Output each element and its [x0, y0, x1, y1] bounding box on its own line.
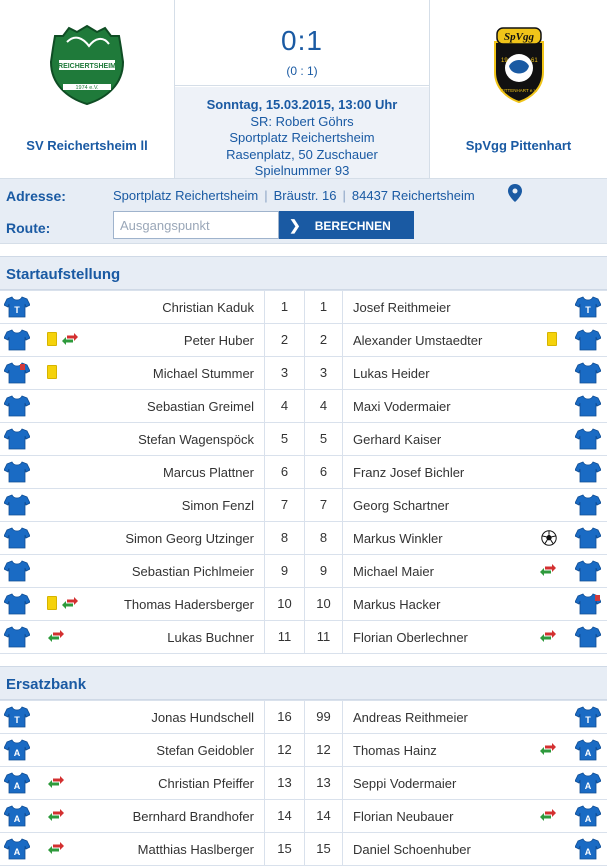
jersey-icon — [575, 461, 601, 483]
route-label: Route: — [6, 220, 51, 236]
jersey-icon — [4, 560, 30, 582]
away-player-number: 6 — [304, 456, 343, 488]
home-player-name[interactable]: Peter Huber — [183, 333, 254, 348]
home-player-number: 5 — [264, 423, 304, 455]
home-crest-year: 1974 e.V. — [75, 85, 99, 91]
referee: SR: Robert Göhrs — [250, 113, 354, 129]
away-crest-text: SpVgg — [503, 31, 534, 43]
jersey-letter: A — [13, 814, 21, 824]
home-player-name[interactable]: Christian Pfeiffer — [158, 776, 254, 791]
jersey-letter: A — [584, 847, 592, 857]
section-starting-lineup — [0, 256, 607, 290]
yellow-card-icon — [47, 332, 57, 346]
jersey-icon — [575, 527, 601, 549]
match-info-panel — [174, 0, 430, 178]
home-player-number: 10 — [264, 588, 304, 620]
substitution-icon — [47, 629, 65, 643]
home-event — [47, 775, 65, 792]
away-crest-bottom: PITTENHART e.V. — [500, 88, 537, 93]
substitution-icon — [61, 332, 79, 346]
home-player-number: 13 — [264, 767, 304, 799]
substitution-icon — [539, 629, 557, 643]
jersey-icon — [575, 428, 601, 450]
away-event — [539, 742, 557, 759]
home-player-number: 12 — [264, 734, 304, 766]
jersey-icon — [4, 626, 30, 648]
jersey-icon — [4, 772, 30, 794]
home-player-name[interactable]: Michael Stummer — [152, 366, 254, 381]
home-player-name[interactable]: Lukas Buchner — [167, 630, 254, 645]
jersey-icon — [4, 706, 30, 728]
venue: Sportplatz Reichertsheim — [229, 130, 375, 145]
calculate-route-label: BERECHNEN — [314, 218, 391, 233]
home-player-name[interactable]: Simon Fenzl — [181, 498, 254, 513]
yellow-card-icon — [547, 332, 557, 346]
jersey-letter: A — [584, 814, 592, 824]
lineup-row — [0, 423, 607, 456]
away-crest-icon — [489, 24, 549, 104]
home-player-name[interactable]: Sebastian Pichlmeier — [131, 564, 254, 579]
yellow-card-icon — [47, 365, 57, 379]
home-player-name[interactable]: Marcus Plattner — [162, 465, 254, 480]
jersey-icon — [575, 739, 601, 761]
away-player-number: 5 — [304, 423, 343, 455]
home-event — [47, 365, 57, 379]
jersey-icon — [4, 461, 30, 483]
jersey-icon — [575, 296, 601, 318]
jersey-icon — [575, 593, 601, 615]
score: 0:1 — [281, 25, 323, 56]
away-player-number: 2 — [304, 324, 343, 356]
address-street: Bräustr. 16 — [273, 188, 337, 203]
calculate-route-button[interactable] — [279, 211, 414, 239]
score-box — [175, 0, 429, 86]
away-crest-year-left: 19 — [500, 58, 508, 64]
jersey-letter: A — [584, 748, 592, 758]
jersey-icon — [575, 362, 601, 384]
jersey-icon — [4, 362, 30, 384]
match-date: Sonntag, 15.03.2015, 13:00 Uhr — [206, 97, 398, 112]
lineup-row — [0, 291, 607, 324]
away-player-name[interactable]: Florian Oberlechner — [353, 630, 468, 645]
jersey-icon — [4, 739, 30, 761]
home-event — [47, 629, 65, 646]
home-player-name[interactable]: Sebastian Greimel — [147, 399, 254, 414]
route-start-input[interactable] — [113, 211, 279, 239]
away-player-number: 8 — [304, 522, 343, 554]
away-event — [547, 332, 557, 346]
match-header — [0, 0, 607, 178]
away-player-name[interactable]: Alexander Umstaedter — [353, 333, 483, 348]
home-player-number: 15 — [264, 833, 304, 865]
jersey-letter: A — [13, 748, 21, 758]
lineup-row — [0, 489, 607, 522]
lineup-row — [0, 800, 607, 833]
home-player-name[interactable]: Bernhard Brandhofer — [132, 809, 254, 824]
substitution-icon — [539, 742, 557, 756]
away-player-name[interactable]: Andreas Reithmeier — [353, 710, 468, 725]
away-player-name[interactable]: Florian Neubauer — [353, 809, 454, 824]
away-event — [539, 563, 557, 580]
away-team[interactable] — [430, 0, 607, 178]
home-player-number: 8 — [264, 522, 304, 554]
address-place: Sportplatz Reichertsheim — [113, 188, 259, 203]
away-event — [541, 530, 557, 549]
jersey-icon — [4, 494, 30, 516]
away-player-name[interactable]: Seppi Vodermaier — [353, 776, 457, 791]
home-player-number: 6 — [264, 456, 304, 488]
jersey-icon — [4, 838, 30, 860]
home-player-number: 2 — [264, 324, 304, 356]
lineup-row — [0, 833, 607, 866]
match-number: Spielnummer 93 — [254, 163, 350, 178]
home-event — [61, 332, 79, 349]
section-bench — [0, 666, 607, 700]
lineup-row — [0, 555, 607, 588]
substitution-icon — [47, 775, 65, 789]
away-player-number: 12 — [304, 734, 343, 766]
lineup-row — [0, 734, 607, 767]
jersey-icon — [4, 593, 30, 615]
jersey-icon — [575, 560, 601, 582]
away-player-name[interactable]: Thomas Hainz — [353, 743, 437, 758]
away-event — [539, 629, 557, 646]
lineup-row — [0, 357, 607, 390]
away-player-number: 4 — [304, 390, 343, 422]
jersey-letter: T — [585, 305, 591, 315]
captain-badge — [20, 364, 25, 370]
lineup-row — [0, 324, 607, 357]
lineup-row — [0, 701, 607, 734]
jersey-letter: T — [585, 715, 591, 725]
jersey-icon — [4, 296, 30, 318]
home-player-name[interactable]: Stefan Geidobler — [156, 743, 254, 758]
away-player-number: 11 — [304, 621, 343, 653]
jersey-icon — [575, 395, 601, 417]
away-player-name[interactable]: Michael Maier — [353, 564, 434, 579]
away-team-name[interactable]: SpVgg Pittenhart — [465, 138, 572, 153]
home-event — [47, 841, 65, 858]
away-player-number: 15 — [304, 833, 343, 865]
jersey-icon — [575, 805, 601, 827]
away-player-name[interactable]: Josef Reithmeier — [353, 300, 451, 315]
jersey-letter: T — [14, 305, 20, 315]
home-event — [47, 332, 57, 346]
home-player-name[interactable]: Jonas Hundschell — [151, 710, 254, 725]
jersey-letter: A — [13, 847, 21, 857]
home-player-number: 4 — [264, 390, 304, 422]
jersey-letter: A — [584, 781, 592, 791]
home-player-number: 3 — [264, 357, 304, 389]
away-event — [539, 808, 557, 825]
away-player-number: 3 — [304, 357, 343, 389]
substitution-icon — [61, 596, 79, 610]
away-player-name[interactable]: Georg Schartner — [353, 498, 450, 513]
map-pin-icon[interactable] — [508, 184, 522, 202]
away-player-name[interactable]: Markus Winkler — [353, 531, 443, 546]
away-crest-year-right: 61 — [530, 58, 538, 64]
home-event — [47, 808, 65, 825]
jersey-letter: A — [13, 781, 21, 791]
home-player-name[interactable]: Simon Georg Utzinger — [125, 531, 254, 546]
lineup-row — [0, 456, 607, 489]
jersey-icon — [4, 805, 30, 827]
address-label: Adresse: — [6, 188, 66, 204]
address-city: 84437 Reichertsheim — [351, 188, 475, 203]
home-player-name[interactable]: Christian Kaduk — [162, 300, 254, 315]
jersey-icon — [575, 329, 601, 351]
goal-ball-icon — [541, 530, 557, 546]
address-value[interactable] — [113, 188, 475, 203]
jersey-letter: T — [14, 715, 20, 725]
home-crest-icon — [49, 24, 125, 106]
home-crest-text: REICHERTSHEIM — [58, 63, 116, 70]
away-player-name[interactable]: Maxi Vodermaier — [353, 399, 451, 414]
home-player-number: 16 — [264, 701, 304, 733]
home-player-number: 14 — [264, 800, 304, 832]
away-player-name[interactable]: Daniel Schoenhuber — [353, 842, 471, 857]
home-player-number: 7 — [264, 489, 304, 521]
yellow-card-icon — [47, 596, 57, 610]
substitution-icon — [539, 563, 557, 577]
starting-lineup-table — [0, 290, 607, 654]
away-player-number: 9 — [304, 555, 343, 587]
match-details — [175, 87, 429, 178]
away-player-number: 10 — [304, 588, 343, 620]
away-player-number: 14 — [304, 800, 343, 832]
section-title: Startaufstellung — [6, 266, 121, 283]
lineup-row — [0, 390, 607, 423]
home-player-number: 11 — [264, 621, 304, 653]
home-player-name[interactable]: Matthias Haslberger — [137, 842, 254, 857]
home-player-name[interactable]: Stefan Wagenspöck — [138, 432, 254, 447]
address-separator: | — [264, 188, 268, 203]
bench-table — [0, 700, 607, 866]
captain-badge — [595, 595, 600, 601]
home-player-number: 9 — [264, 555, 304, 587]
away-player-name[interactable]: Markus Hacker — [353, 597, 441, 612]
away-player-name[interactable]: Lukas Heider — [353, 366, 430, 381]
home-player-name[interactable]: Thomas Hadersberger — [123, 597, 254, 612]
away-player-name[interactable]: Gerhard Kaiser — [353, 432, 442, 447]
lineup-row — [0, 588, 607, 621]
substitution-icon — [539, 808, 557, 822]
jersey-icon — [4, 395, 30, 417]
pitch-info: Rasenplatz, 50 Zuschauer — [226, 146, 378, 162]
away-player-number: 7 — [304, 489, 343, 521]
jersey-icon — [575, 626, 601, 648]
away-player-number: 1 — [304, 291, 343, 323]
away-player-name[interactable]: Franz Josef Bichler — [353, 465, 465, 480]
jersey-icon — [575, 838, 601, 860]
lineup-row — [0, 767, 607, 800]
away-player-number: 13 — [304, 767, 343, 799]
home-event — [47, 596, 57, 610]
jersey-icon — [575, 494, 601, 516]
home-team[interactable] — [0, 0, 174, 178]
substitution-icon — [47, 841, 65, 855]
section-title: Ersatzbank — [6, 676, 87, 693]
substitution-icon — [47, 808, 65, 822]
home-team-name[interactable]: SV Reichertsheim ll — [26, 138, 148, 153]
chevron-right-icon: ❯ — [289, 216, 301, 233]
address-separator: | — [342, 188, 346, 203]
halftime-score: (0 : 1) — [286, 64, 318, 78]
jersey-icon — [4, 527, 30, 549]
lineup-row — [0, 522, 607, 555]
home-player-number: 1 — [264, 291, 304, 323]
jersey-icon — [4, 428, 30, 450]
jersey-icon — [575, 772, 601, 794]
lineup-row — [0, 621, 607, 654]
jersey-icon — [575, 706, 601, 728]
jersey-icon — [4, 329, 30, 351]
away-player-number: 99 — [304, 701, 343, 733]
home-event — [61, 596, 79, 613]
